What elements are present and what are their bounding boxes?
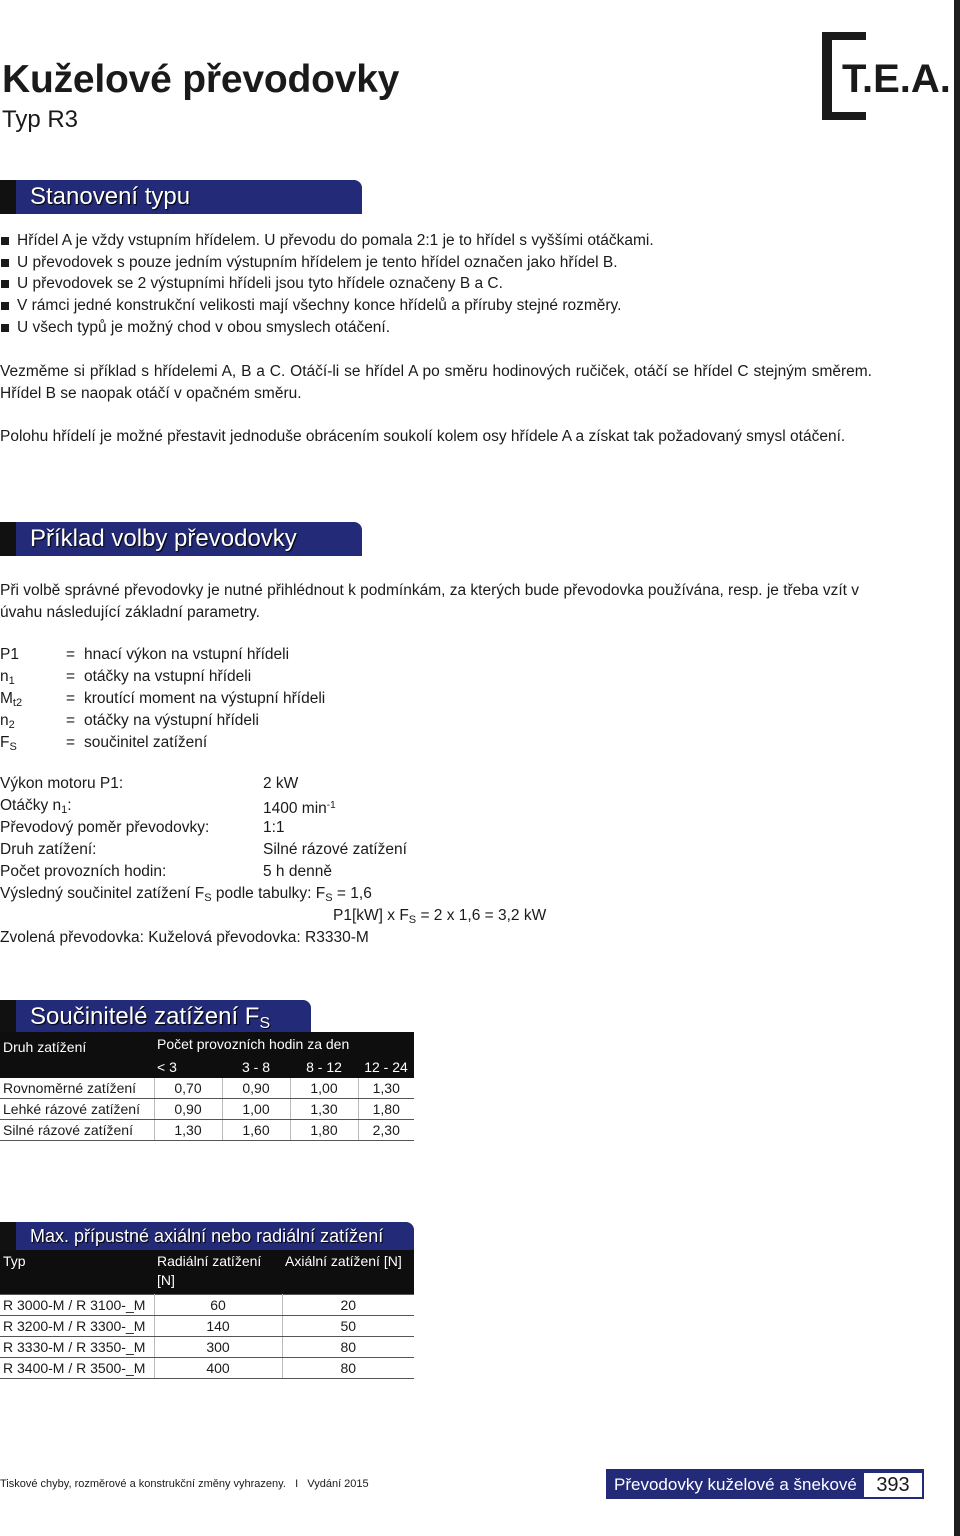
table-header-axial: Axiální zatížení [N] <box>282 1250 414 1295</box>
section-heading-max-load: Max. přípustné axiální nebo radiální zatížení <box>0 1222 414 1250</box>
table-row: Lehké rázové zatížení 0,90 1,00 1,30 1,80 <box>0 1099 414 1120</box>
list-item: U převodovek s pouze jedním výstupním hřídelem je tento hřídel označen jako hřídel B. <box>0 252 930 274</box>
table-header-range: 12 - 24 <box>358 1056 414 1078</box>
bullet-square-icon <box>1 237 9 245</box>
table-row: R 3330-M / R 3350-_M 300 80 <box>0 1337 414 1358</box>
bullet-square-icon <box>1 324 9 332</box>
section-heading-load-factors: Součinitelé zatížení $F_S$ <box>0 1000 311 1033</box>
heading-tab <box>0 522 16 556</box>
table-row: Silné rázové zatížení 1,30 1,60 1,80 2,30 <box>0 1120 414 1141</box>
footer-note: Tiskové chyby, rozměrové a konstrukční změny vyhrazeny. I Vydání 2015 <box>0 1478 369 1490</box>
shaft-position-paragraph: Polohu hřídelí je možné přestavit jednoduše obrácením soukolí kolem osy hřídele A a získat tak požadovaný smysl otáčení. <box>0 428 846 445</box>
footer-label: Převodovky kuželové a šnekové <box>614 1475 857 1494</box>
rotation-example-paragraph: Vezměme si příklad s hřídelemi A, B a C. Otáčí-li se hřídel A po směru hodinových ručiček, otáčí se hřídel C stejným směrem. Hřídel B se naopak otáčí v opačném směru. <box>0 363 872 402</box>
list-item: U všech typů je možný chod v obou smyslech otáčení. <box>0 317 930 339</box>
section-heading-example: Příklad volby převodovky <box>0 522 362 556</box>
table-row: R 3400-M / R 3500-_M 400 80 <box>0 1358 414 1379</box>
list-item: U převodovek se 2 výstupními hřídeli jsou tyto hřídele označeny B a C. <box>0 273 930 295</box>
bullet-square-icon <box>1 259 9 267</box>
table-row: R 3200-M / R 3300-_M 140 50 <box>0 1316 414 1337</box>
section-heading-type: Stanovení typu <box>0 180 362 214</box>
svg-text:T.E.A.: T.E.A. <box>842 57 951 101</box>
table-row: R 3000-M / R 3100-_M 60 20 <box>0 1295 414 1316</box>
selection-intro-paragraph: Při volbě správné převodovky je nutné přihlédnout k podmínkám, za kterých bude převodovka používána, resp. je třeba vzít v úvahu následující základní parametry. <box>0 582 860 621</box>
bullet-square-icon <box>1 302 9 310</box>
table-row: Rovnoměrné zatížení 0,70 0,90 1,00 1,30 <box>0 1078 414 1099</box>
max-load-table <box>0 1250 414 1379</box>
heading-tab <box>0 180 16 214</box>
list-item: Hřídel A je vždy vstupním hřídelem. U převodu do pomala 2:1 je to hřídel s vyššími otáčkami. <box>0 230 930 252</box>
table-header-radial: Radiální zatížení [N] <box>154 1250 282 1295</box>
bullet-square-icon <box>1 280 9 288</box>
table-header-load-type: Druh zatížení <box>0 1032 154 1078</box>
table-header-hours: Počet provozních hodin za den <box>154 1032 414 1056</box>
list-item: V rámci jedné konstrukční velikosti mají všechny konce hřídelů a příruby stejné rozměry. <box>0 295 930 317</box>
page-edge-rule <box>954 0 960 1536</box>
table-header-type: Typ <box>0 1250 154 1295</box>
page-number: 393 <box>863 1472 923 1498</box>
table-header-range: 3 - 8 <box>222 1056 290 1078</box>
table-header-range: 8 - 12 <box>290 1056 358 1078</box>
page-subtitle: Typ R3 <box>2 106 79 133</box>
load-factor-table <box>0 1032 414 1141</box>
tea-logo <box>822 32 951 120</box>
type-bullet-list <box>0 230 930 338</box>
page-title: Kuželové převodovky <box>2 58 400 101</box>
table-header-range: < 3 <box>154 1056 222 1078</box>
heading-tab <box>0 1222 16 1250</box>
heading-tab <box>0 1000 16 1034</box>
